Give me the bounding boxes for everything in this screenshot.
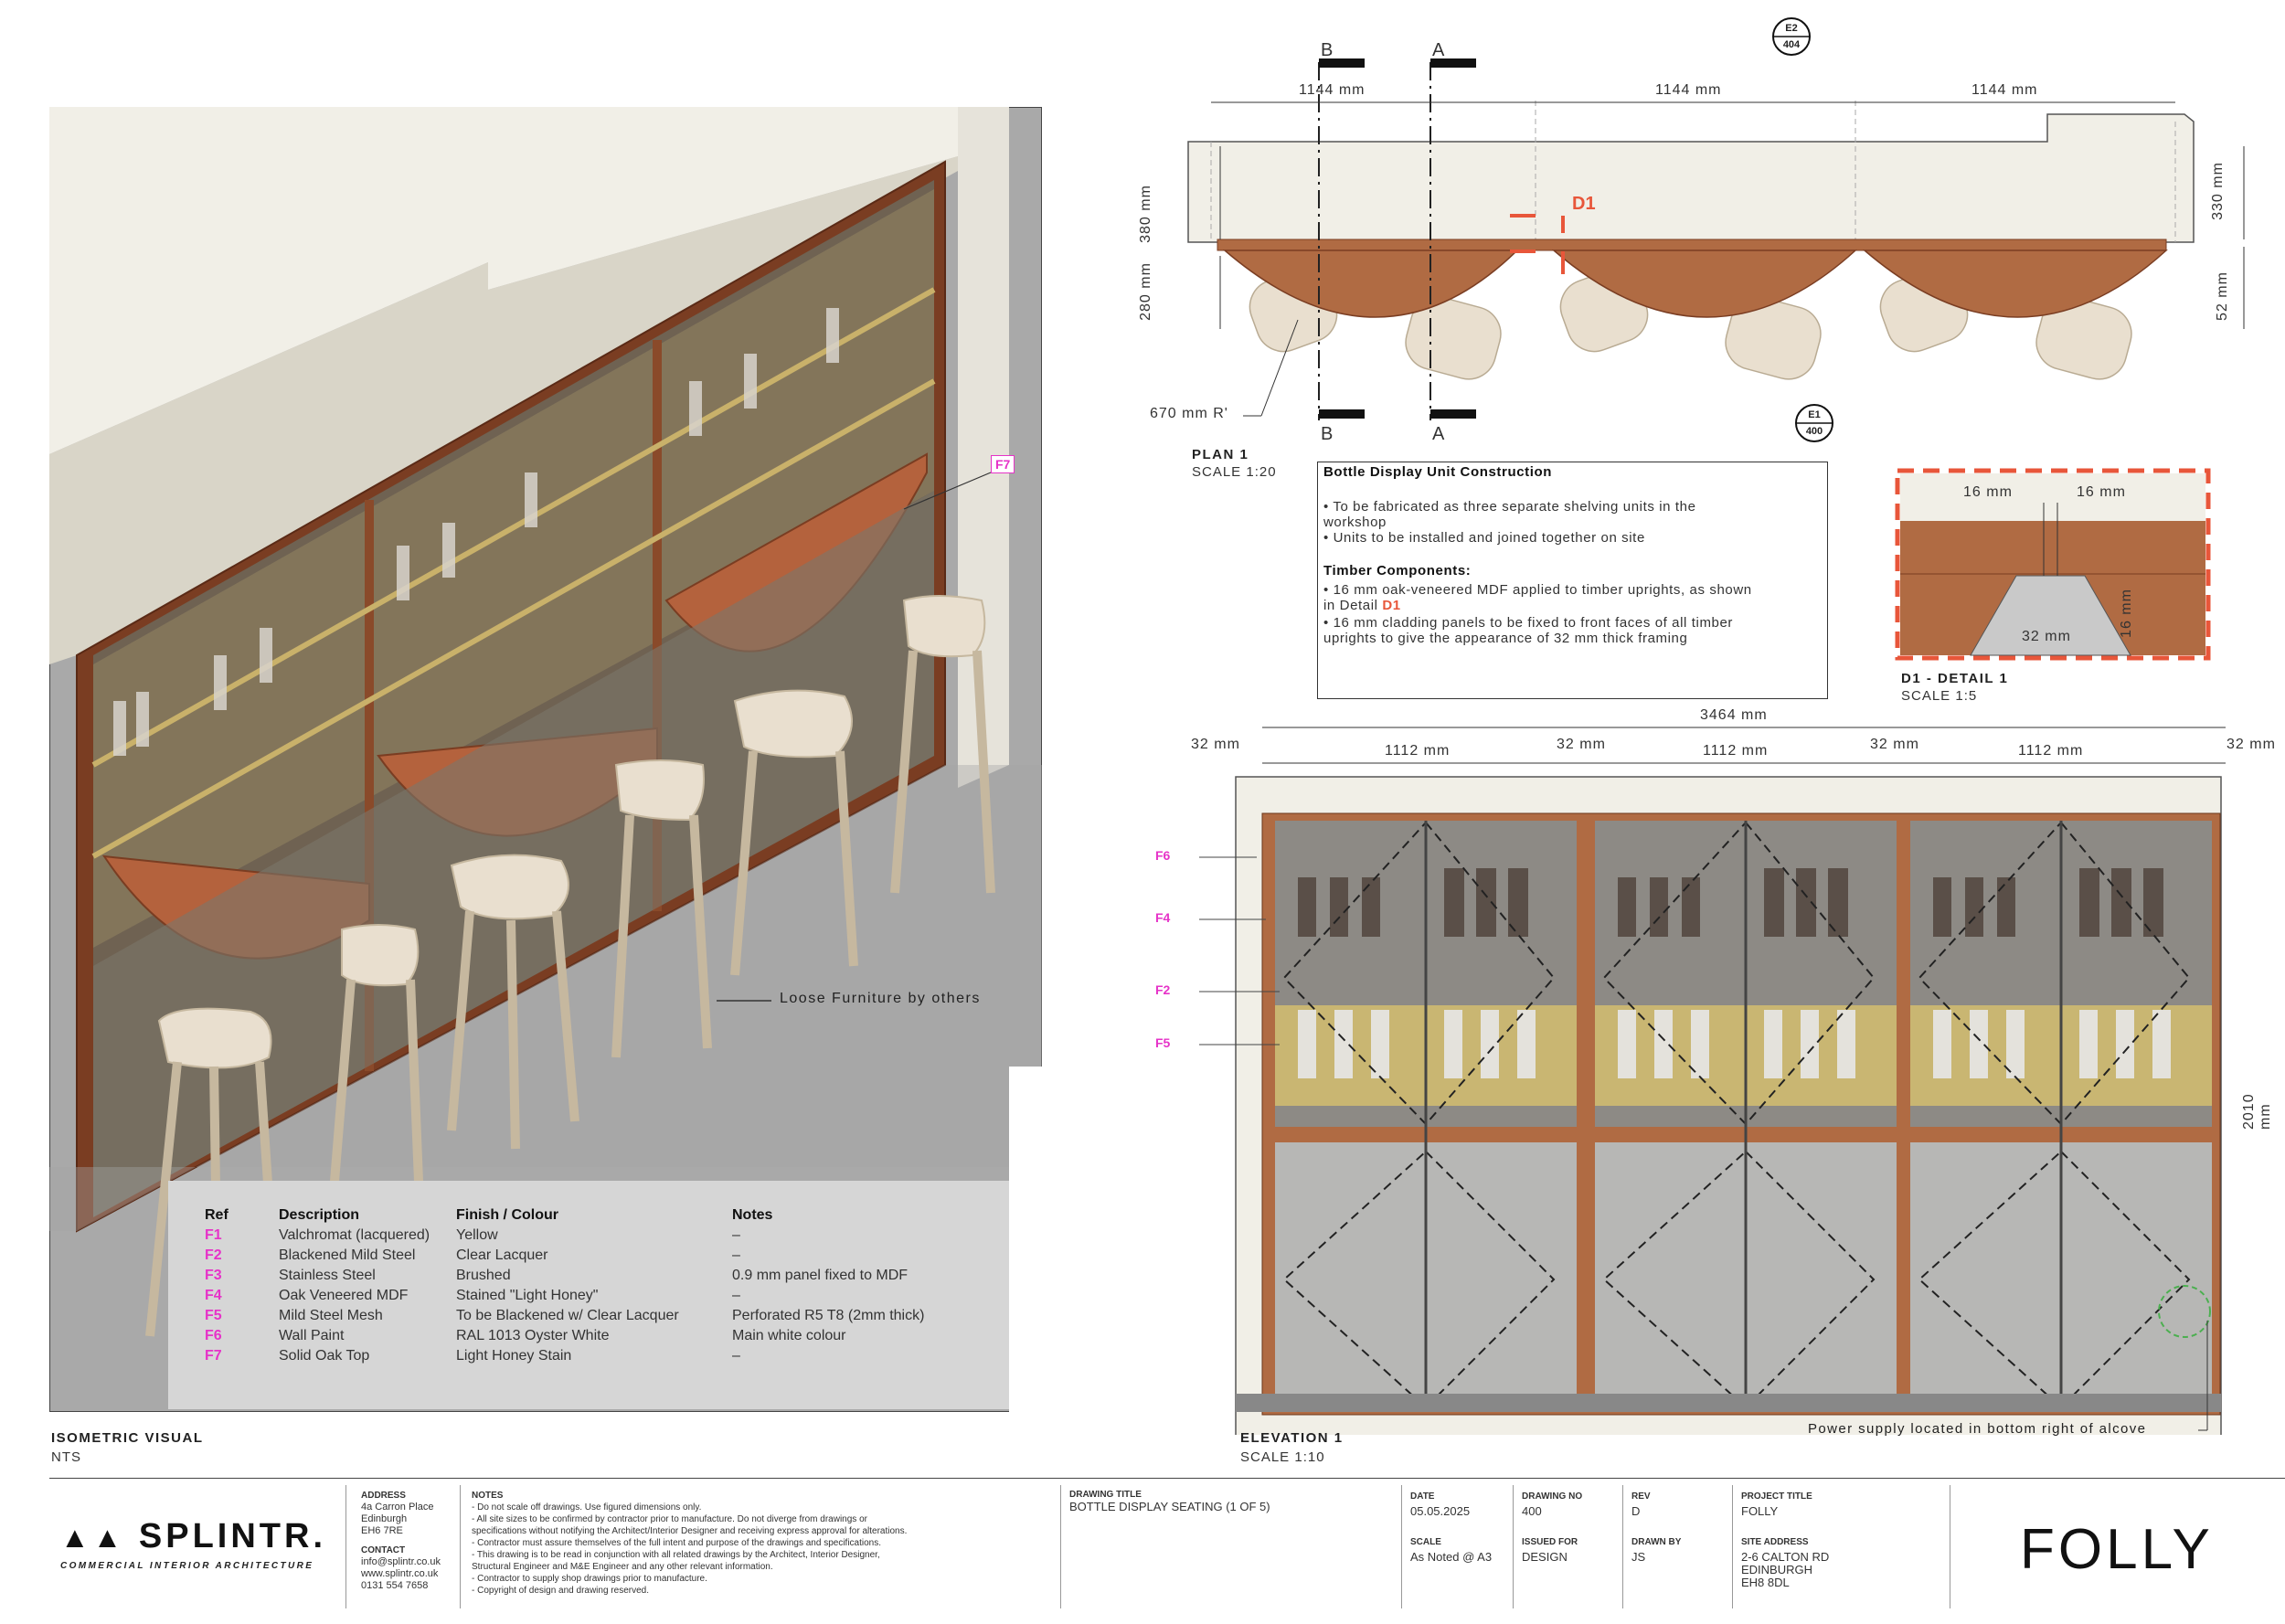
ref-finish: RAL 1013 Oyster White: [456, 1328, 610, 1343]
drawing-no-block: [1522, 1490, 1582, 1565]
plan-section-b-bottom: B: [1321, 424, 1334, 444]
e1-label: E1: [1808, 409, 1821, 420]
detail-scale: SCALE 1:5: [1901, 688, 1978, 704]
plan-dim-380: 380 mm: [1137, 185, 1153, 243]
elev-dim-32-a: 32 mm: [1191, 737, 1240, 752]
ref-notes: 0.9 mm panel fixed to MDF: [732, 1268, 909, 1283]
plan-section-a-top: A: [1432, 40, 1446, 60]
site-line: EDINBURGH: [1741, 1563, 1813, 1576]
elev-dim-32-b: 32 mm: [1557, 737, 1606, 752]
site-heading: SITE ADDRESS: [1741, 1537, 1809, 1547]
construction-bullet-4b: uprights to give the appearance of 32 mm thick framing: [1323, 631, 1688, 646]
ref-notes: –: [732, 1227, 740, 1243]
e2-sheet: 404: [1782, 39, 1801, 50]
elevation-drawing: [1170, 704, 2285, 1435]
note-line: - This drawing is to be read in conjunction with all related drawings by the Architect, Interior Designer,: [472, 1550, 880, 1560]
plan-section-b-top: B: [1321, 40, 1334, 60]
ref-finish: To be Blackened w/ Clear Lacquer: [456, 1308, 679, 1323]
notes-heading: NOTES: [472, 1491, 504, 1501]
ref-finish: Light Honey Stain: [456, 1348, 572, 1364]
elev-dim-1112-c: 1112 mm: [2018, 743, 2084, 759]
plan-section-a-bottom: A: [1432, 424, 1446, 444]
ref-description: Wall Paint: [279, 1328, 345, 1343]
logo-text: SPLINTR.: [138, 1517, 327, 1555]
e1-sheet: 400: [1805, 426, 1823, 437]
note-line: - Copyright of design and drawing reserved.: [472, 1586, 649, 1596]
contact-line: info@splintr.co.uk: [361, 1556, 441, 1567]
address-line: 4a Carron Place: [361, 1502, 434, 1513]
detail-ref-tag: D1: [1572, 194, 1596, 214]
ref-finish: Brushed: [456, 1268, 511, 1283]
elev-tag-f4: F4: [1155, 910, 1171, 925]
elevation-marker-e2: [1778, 20, 1805, 53]
address-line: EH6 7RE: [361, 1525, 403, 1536]
ref-finish: Yellow: [456, 1227, 498, 1243]
note-line: Structural Engineer and M&E Engineer and any other relevant information.: [472, 1562, 773, 1572]
date-value: 05.05.2025: [1410, 1504, 1471, 1518]
detail-dim-side: 16 mm: [2118, 589, 2134, 638]
e2-label: E2: [1785, 23, 1798, 34]
construction-bullet-1a: • To be fabricated as three separate shelving units in the: [1323, 499, 1696, 515]
plan-scale: SCALE 1:20: [1192, 464, 1277, 480]
ref-notes: Main white colour: [732, 1328, 846, 1343]
f7-tag: F7: [991, 455, 1015, 473]
ref-description: Blackened Mild Steel: [279, 1247, 416, 1263]
ref-description: Oak Veneered MDF: [279, 1288, 409, 1303]
date-heading: DATE: [1410, 1491, 1435, 1502]
bullet-3b-text: in Detail: [1323, 598, 1378, 613]
power-supply-note: Power supply located in bottom right of alcove: [1808, 1421, 2147, 1437]
elev-dim-32-c: 32 mm: [1870, 737, 1919, 752]
plan-dim-52: 52 mm: [2214, 271, 2230, 321]
ref-notes: –: [732, 1288, 740, 1303]
issued-heading: ISSUED FOR: [1522, 1537, 1578, 1547]
elevation-marker-e1: [1801, 407, 1828, 440]
construction-bullet-1b: workshop: [1323, 515, 1387, 530]
ref-code: F1: [205, 1227, 222, 1243]
loose-furniture-note: Loose Furniture by others: [780, 991, 981, 1006]
drawing-title-heading: DRAWING TITLE: [1069, 1490, 1142, 1500]
finish-header: Finish / Colour: [456, 1207, 558, 1223]
site-line: EH8 8DL: [1741, 1576, 1790, 1589]
plan-radius: 670 mm R': [1150, 406, 1228, 421]
elev-dim-1112-b: 1112 mm: [1703, 743, 1769, 759]
project-block: [1741, 1490, 1829, 1590]
ref-code: F2: [205, 1247, 222, 1263]
address-heading: ADDRESS: [361, 1491, 406, 1501]
plan-dim-top-2: 1144 mm: [1655, 82, 1722, 98]
ref-code: F6: [205, 1328, 222, 1343]
ref-notes: –: [732, 1247, 740, 1263]
iso-title: ISOMETRIC VISUAL: [51, 1430, 204, 1446]
drawing-title-block: [1069, 1490, 1270, 1513]
bullet-3b-ref: D1: [1382, 598, 1401, 613]
ref-header: Ref: [205, 1207, 228, 1223]
issued-value: DESIGN: [1522, 1550, 1568, 1564]
scale-value: As Noted @ A3: [1410, 1550, 1493, 1564]
ref-description: Stainless Steel: [279, 1268, 376, 1283]
construction-bullet-3b: [1323, 598, 1401, 613]
drawn-heading: DRAWN BY: [1631, 1537, 1682, 1547]
ref-code: F7: [205, 1348, 222, 1364]
ref-description: Mild Steel Mesh: [279, 1308, 383, 1323]
note-line: - Contractor must assure themselves of the full intent and purpose of the drawings and specifications.: [472, 1538, 882, 1548]
rev-block: [1631, 1490, 1681, 1565]
site-line: 2-6 CALTON RD: [1741, 1550, 1830, 1564]
plan-dim-280: 280 mm: [1137, 262, 1153, 321]
notes-header: Notes: [732, 1207, 773, 1223]
elev-dim-total: 3464 mm: [1700, 707, 1768, 723]
detail-dim-left: 16 mm: [1963, 484, 2013, 500]
ref-description: Valchromat (lacquered): [279, 1227, 430, 1243]
elev-tag-f2: F2: [1155, 982, 1171, 997]
note-line: - Contractor to supply shop drawings prior to manufacture.: [472, 1574, 707, 1584]
logo-mark-icon: ▲▲: [60, 1521, 126, 1554]
general-notes: [472, 1490, 907, 1597]
timber-heading: Timber Components:: [1323, 563, 1472, 578]
contact-line: 0131 554 7658: [361, 1580, 429, 1591]
project-title-value: FOLLY: [1741, 1504, 1779, 1518]
drawing-no-heading: DRAWING NO: [1522, 1491, 1583, 1502]
construction-notes: [1317, 462, 1828, 699]
rev-value: D: [1631, 1504, 1641, 1518]
description-header: Description: [279, 1207, 360, 1223]
ref-code: F5: [205, 1308, 222, 1323]
note-line: - All site sizes to be confirmed by contractor prior to manufacture. Do not diverge from drawings or: [472, 1514, 867, 1524]
ref-code: F4: [205, 1288, 222, 1303]
logo-subtitle: COMMERCIAL INTERIOR ARCHITECTURE: [60, 1561, 314, 1571]
elev-tag-f6: F6: [1155, 848, 1171, 863]
iso-scale: NTS: [51, 1449, 81, 1465]
plan-dim-330: 330 mm: [2209, 162, 2226, 220]
ref-code: F3: [205, 1268, 222, 1283]
ref-finish: Stained "Light Honey": [456, 1288, 599, 1303]
construction-bullet-3a: • 16 mm oak-veneered MDF applied to timber uprights, as shown: [1323, 582, 1752, 598]
detail-dim-bottom: 32 mm: [2022, 629, 2071, 644]
date-block: [1410, 1490, 1492, 1565]
plan-drawing: [1133, 0, 2285, 475]
construction-heading: Bottle Display Unit Construction: [1323, 464, 1553, 480]
address-line: Edinburgh: [361, 1513, 408, 1524]
elev-dim-1112-a: 1112 mm: [1385, 743, 1451, 759]
address-block: [361, 1490, 441, 1592]
drawing-title: BOTTLE DISPLAY SEATING (1 OF 5): [1069, 1500, 1270, 1513]
elev-dim-32-d: 32 mm: [2227, 737, 2276, 752]
plan-dim-top-1: 1144 mm: [1299, 82, 1366, 98]
elev-dim-height: 2010 mm: [2241, 1093, 2273, 1130]
drawing-no-value: 400: [1522, 1504, 1542, 1518]
rev-heading: REV: [1631, 1491, 1651, 1502]
contact-line: www.splintr.co.uk: [361, 1568, 439, 1579]
project-brand: FOLLY: [2020, 1518, 2214, 1581]
contact-heading: CONTACT: [361, 1545, 406, 1555]
ref-description: Solid Oak Top: [279, 1348, 370, 1364]
company-logo: [60, 1517, 326, 1556]
elevation-title: ELEVATION 1: [1240, 1430, 1344, 1446]
ref-finish: Clear Lacquer: [456, 1247, 548, 1263]
elevation-scale: SCALE 1:10: [1240, 1449, 1325, 1465]
elev-tag-f5: F5: [1155, 1035, 1171, 1050]
construction-bullet-2: • Units to be installed and joined together on site: [1323, 530, 1645, 546]
detail-title: D1 - DETAIL 1: [1901, 671, 2009, 686]
scale-heading: SCALE: [1410, 1537, 1441, 1547]
construction-bullet-4a: • 16 mm cladding panels to be fixed to front faces of all timber: [1323, 615, 1734, 631]
drawn-value: JS: [1631, 1550, 1646, 1564]
ref-notes: –: [732, 1348, 740, 1364]
ref-notes: Perforated R5 T8 (2mm thick): [732, 1308, 925, 1323]
note-line: - Do not scale off drawings. Use figured dimensions only.: [472, 1502, 702, 1513]
plan-title: PLAN 1: [1192, 447, 1249, 462]
detail-dim-right: 16 mm: [2077, 484, 2126, 500]
note-line: specifications without notifying the Architect/Interior Designer and receiving express approval for alterations.: [472, 1526, 908, 1536]
project-title-heading: PROJECT TITLE: [1741, 1491, 1812, 1502]
plan-dim-top-3: 1144 mm: [1971, 82, 2038, 98]
